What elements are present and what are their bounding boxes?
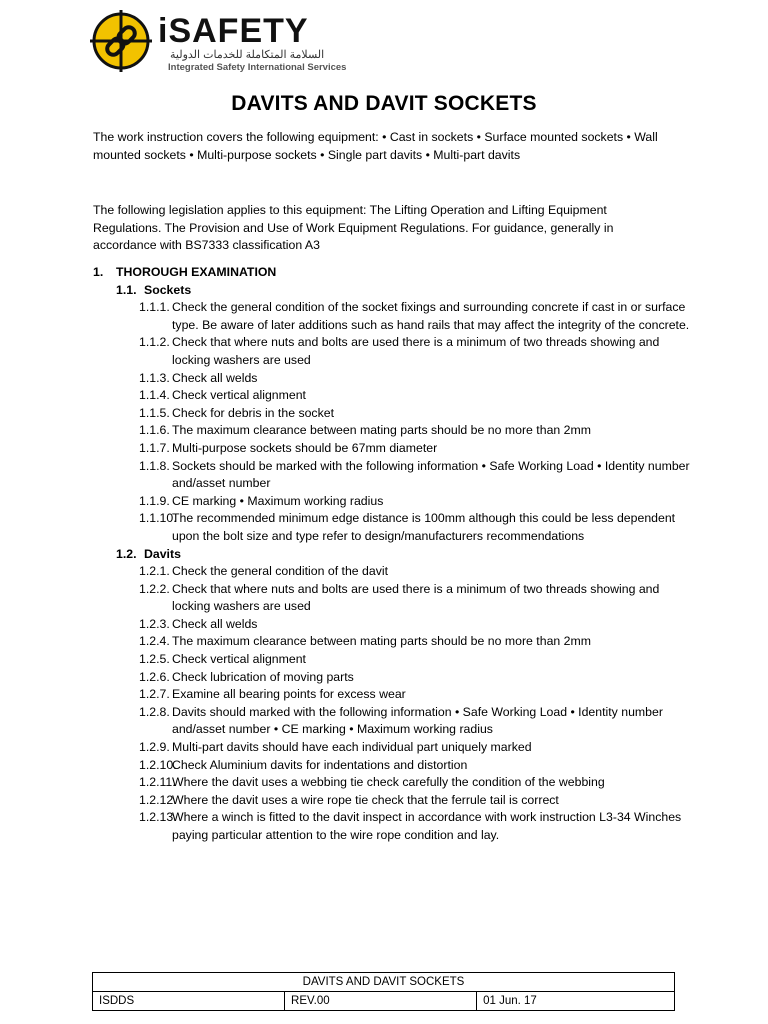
checklist-item [93, 774, 693, 792]
checklist-item [93, 334, 693, 369]
company-logo [90, 10, 347, 73]
checklist-item-text: CE marking • Maximum working radius [172, 493, 384, 508]
subsection-label: Davits [144, 546, 181, 561]
checklist-item-text: Check that where nuts and bolts are used there is a minimum of two threads showing and locking washers are used [172, 581, 660, 614]
checklist-item-text: Check lubrication of moving parts [172, 669, 354, 684]
section-label: THOROUGH EXAMINATION [116, 265, 277, 279]
subsection-label: Sockets [144, 282, 192, 297]
checklist-item [93, 493, 693, 511]
chain-link-crosshair-icon [90, 10, 152, 72]
checklist-item [93, 299, 693, 334]
checklist-item [93, 370, 693, 388]
subsection-number: 1.2. [116, 546, 137, 561]
checklist-item-text: Check the general condition of the davit [172, 564, 389, 579]
checklist-item-text: The maximum clearance between mating parts should be no more than 2mm [172, 634, 591, 649]
checklist-item-text: Multi-part davits should have each individual part uniquely marked [172, 740, 532, 755]
checklist-item-number: 1.1.7. [139, 440, 170, 455]
checklist-item-number: 1.2.7. [139, 687, 170, 702]
checklist-item [93, 405, 693, 423]
checklist-item [93, 809, 693, 844]
checklist-item-text: Check the general condition of the socket fixings and surrounding concrete if cast in or surface type. Be aware of later additions such as hand rails that may affect the integrity of the concrete. [172, 300, 690, 332]
checklist-item-text: Check vertical alignment [172, 388, 306, 403]
socket-checklist [93, 299, 693, 545]
subsection-number: 1.1. [116, 282, 137, 297]
checklist-item [93, 440, 693, 458]
logo-subtitle: Integrated Safety International Services [168, 62, 347, 73]
checklist-item-number: 1.2.10. [139, 757, 177, 772]
checklist-item [93, 633, 693, 651]
checklist-item-text: Sockets should be marked with the following information • Safe Working Load • Identity number and/asset number [172, 458, 690, 491]
checklist-item-text: Multi-purpose sockets should be 67mm diameter [172, 440, 438, 455]
checklist-item [93, 704, 693, 739]
checklist-item [93, 563, 693, 581]
checklist-item [93, 387, 693, 405]
checklist-item-text: Check vertical alignment [172, 652, 306, 667]
checklist-item [93, 651, 693, 669]
checklist-item [93, 581, 693, 616]
footer-title: DAVITS AND DAVIT SOCKETS [93, 973, 675, 992]
footer-document-code: ISDDS [93, 992, 285, 1011]
checklist-item-number: 1.1.5. [139, 405, 170, 420]
checklist-item [93, 686, 693, 704]
legislation-paragraph: The following legislation applies to this equipment: The Lifting Operation and Lifting Equipment Regulations. The Provision and Use of Work Equipment Regulations. For guidance, generally in accordance with BS7333 classification A3 [93, 203, 614, 253]
footer-revision: REV.00 [285, 992, 477, 1011]
examination-outline [93, 264, 693, 845]
checklist-item-text: Check Aluminium davits for indentations and distortion [172, 757, 468, 772]
checklist-item-number: 1.1.2. [139, 335, 170, 350]
checklist-item [93, 422, 693, 440]
checklist-item-text: Check all welds [172, 616, 258, 631]
checklist-item-text: Examine all bearing points for excess wear [172, 687, 406, 702]
subsection-heading-davits [93, 546, 693, 564]
logo-arabic-text: السلامة المتكاملة للخدمات الدولية [170, 49, 325, 61]
document-footer-table [92, 972, 675, 1011]
checklist-item [93, 510, 693, 545]
checklist-item-text: Where a winch is fitted to the davit inspect in accordance with work instruction L3-34 Winches paying particular attention to the wire rope condition and lay. [172, 810, 682, 842]
checklist-item-number: 1.2.12. [139, 792, 177, 807]
checklist-item-number: 1.1.3. [139, 370, 170, 385]
logo-wordmark: iSAFETY [158, 12, 309, 50]
checklist-item-number: 1.1.6. [139, 423, 170, 438]
checklist-item-text: Check for debris in the socket [172, 405, 334, 420]
checklist-item-number: 1.2.3. [139, 616, 170, 631]
checklist-item-text: Check all welds [172, 370, 258, 385]
checklist-item-text: Where the davit uses a webbing tie check carefully the condition of the webbing [172, 775, 605, 790]
checklist-item-number: 1.2.9. [139, 740, 170, 755]
checklist-item [93, 616, 693, 634]
checklist-item-number: 1.1.1. [139, 300, 170, 315]
checklist-item [93, 458, 693, 493]
checklist-item-number: 1.2.11. [139, 775, 176, 790]
checklist-item-number: 1.1.10. [139, 511, 177, 526]
checklist-item [93, 757, 693, 775]
checklist-item-number: 1.1.8. [139, 458, 170, 473]
checklist-item-text: The maximum clearance between mating parts should be no more than 2mm [172, 423, 591, 438]
checklist-item-text: Davits should marked with the following information • Safe Working Load • Identity number and/asset number • CE marking • Maximum working radius [172, 704, 663, 737]
checklist-item-number: 1.2.1. [139, 564, 170, 579]
checklist-item-number: 1.2.5. [139, 652, 170, 667]
checklist-item [93, 669, 693, 687]
checklist-item-text: Where the davit uses a wire rope tie check that the ferrule tail is correct [172, 792, 559, 807]
footer-date: 01 Jun. 17 [477, 992, 675, 1011]
intro-paragraph: The work instruction covers the following equipment: • Cast in sockets • Surface mounted sockets • Wall mounted sockets • Multi-purpose sockets • Single part davits • Multi-part davits [93, 130, 658, 162]
document-title: DAVITS AND DAVIT SOCKETS [231, 92, 537, 115]
checklist-item-number: 1.1.4. [139, 388, 170, 403]
subsection-heading-sockets [93, 282, 693, 300]
section-number: 1. [93, 265, 104, 279]
checklist-item [93, 739, 693, 757]
checklist-item-number: 1.2.13. [139, 810, 177, 825]
checklist-item-number: 1.2.6. [139, 669, 170, 684]
checklist-item-number: 1.2.4. [139, 634, 170, 649]
checklist-item-number: 1.2.2. [139, 581, 170, 596]
checklist-item-number: 1.1.9. [139, 493, 170, 508]
section-heading [93, 264, 693, 282]
davit-checklist [93, 563, 693, 845]
checklist-item-number: 1.2.8. [139, 704, 170, 719]
checklist-item [93, 792, 693, 810]
checklist-item-text: Check that where nuts and bolts are used there is a minimum of two threads showing and locking washers are used [172, 335, 660, 367]
checklist-item-text: The recommended minimum edge distance is 100mm although this could be less dependent upon the bolt size and type refer to design/manufacturers recommendations [172, 511, 676, 543]
